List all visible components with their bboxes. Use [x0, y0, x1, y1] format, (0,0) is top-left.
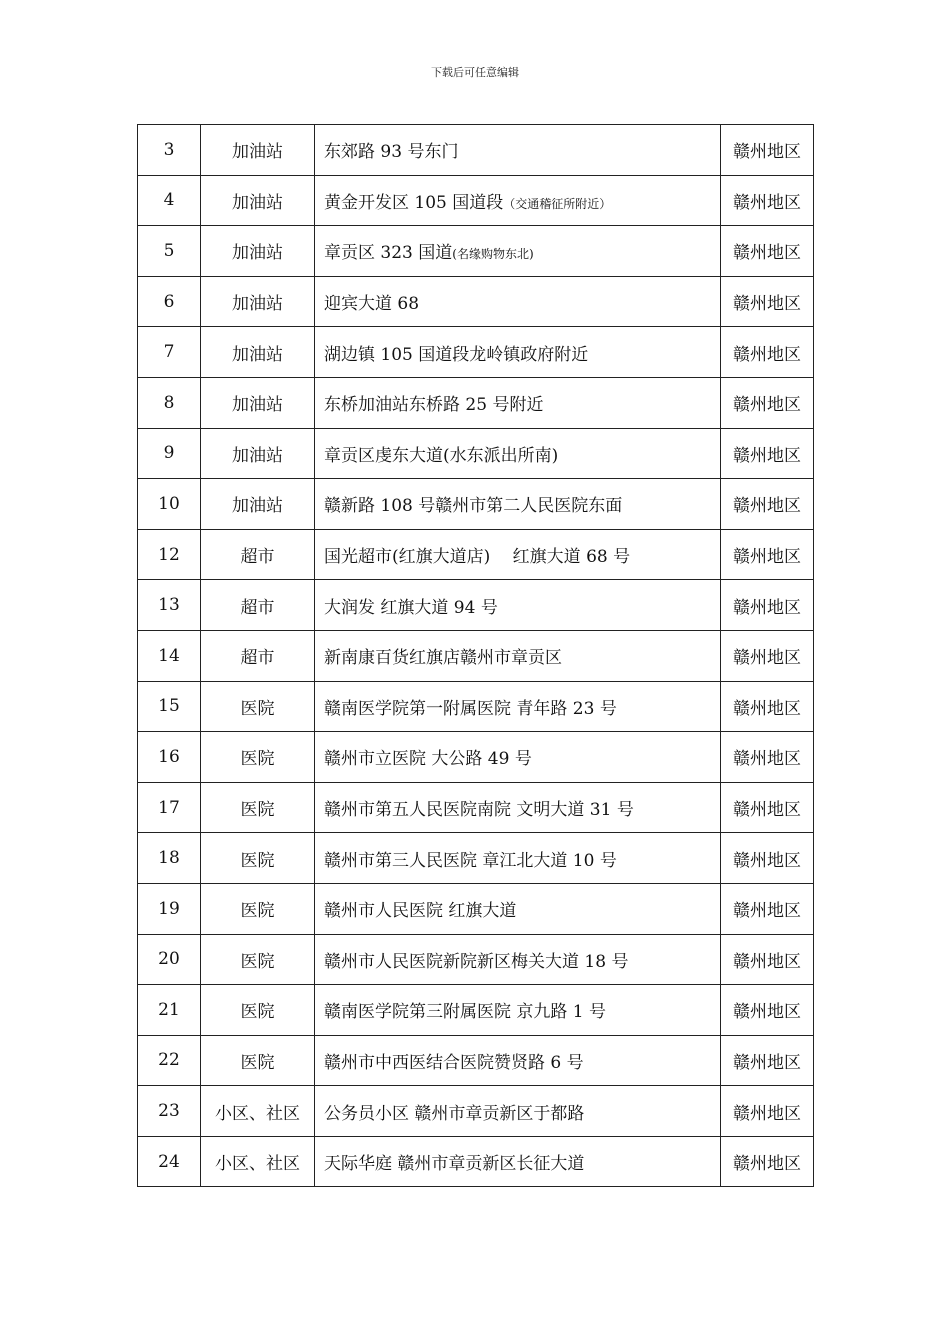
address-cell — [315, 833, 721, 884]
location-type-cell-text: 医院 — [240, 951, 275, 972]
address-cell — [315, 377, 721, 428]
location-type-cell-text: 加油站 — [232, 243, 283, 264]
area-cell-text: 赣州地区 — [733, 192, 801, 213]
address-cell — [315, 732, 721, 783]
location-type-cell — [201, 883, 315, 934]
address-cell — [315, 276, 721, 327]
row-number-cell-text: 8 — [163, 392, 175, 413]
location-type-cell-text: 医院 — [240, 800, 275, 821]
table-row — [138, 428, 814, 479]
area-cell — [721, 782, 814, 833]
address-cell-text: 公务员小区 赣州市章贡新区于都路 — [324, 1103, 585, 1124]
address-cell — [315, 883, 721, 934]
table-row — [138, 276, 814, 327]
address-cell — [315, 479, 721, 530]
location-type-cell — [201, 1035, 315, 1086]
location-type-cell-text: 超市 — [240, 547, 275, 568]
row-number-cell — [138, 1086, 201, 1137]
area-cell-text: 赣州地区 — [733, 698, 801, 719]
area-cell-text: 赣州地区 — [733, 800, 801, 821]
address-note: (名缘购物东北) — [452, 247, 534, 262]
area-cell — [721, 1136, 814, 1187]
area-cell — [721, 377, 814, 428]
address-cell — [315, 428, 721, 479]
location-type-cell — [201, 681, 315, 732]
location-type-cell-text: 加油站 — [232, 445, 283, 466]
location-type-cell — [201, 1136, 315, 1187]
location-type-cell-text: 医院 — [240, 901, 275, 922]
row-number-cell-text: 7 — [163, 342, 175, 363]
row-number-cell-text: 13 — [158, 595, 180, 616]
row-number-cell — [138, 1136, 201, 1187]
address-cell-text: 湖边镇 105 国道段龙岭镇政府附近 — [324, 344, 589, 365]
location-type-cell — [201, 1086, 315, 1137]
row-number-cell — [138, 681, 201, 732]
location-type-cell-text: 超市 — [240, 648, 275, 669]
row-number-cell — [138, 1035, 201, 1086]
area-cell — [721, 428, 814, 479]
location-type-cell — [201, 580, 315, 631]
table-row — [138, 327, 814, 378]
location-type-cell — [201, 833, 315, 884]
row-number-cell — [138, 377, 201, 428]
area-cell — [721, 1035, 814, 1086]
table-row — [138, 377, 814, 428]
address-cell-text: 赣州市人民医院新院新区梅关大道 18 号 — [324, 951, 629, 972]
area-cell-text: 赣州地区 — [733, 597, 801, 618]
row-number-cell — [138, 883, 201, 934]
address-cell — [315, 175, 721, 226]
row-number-cell — [138, 327, 201, 378]
row-number-cell — [138, 732, 201, 783]
area-cell — [721, 479, 814, 530]
row-number-cell — [138, 782, 201, 833]
table-row — [138, 175, 814, 226]
location-type-cell-text: 超市 — [240, 597, 275, 618]
table-row — [138, 833, 814, 884]
location-type-cell-text: 医院 — [240, 749, 275, 770]
table-row — [138, 125, 814, 176]
area-cell — [721, 276, 814, 327]
location-type-cell-text: 小区、社区 — [215, 1154, 300, 1175]
location-type-cell — [201, 175, 315, 226]
row-number-cell-text: 10 — [158, 493, 180, 514]
location-type-cell — [201, 529, 315, 580]
row-number-cell — [138, 985, 201, 1036]
location-type-cell-text: 小区、社区 — [215, 1103, 300, 1124]
row-number-cell — [138, 276, 201, 327]
location-type-cell — [201, 732, 315, 783]
address-cell-text: 新南康百货红旗店赣州市章贡区 — [324, 648, 562, 669]
location-type-cell — [201, 226, 315, 277]
address-cell-text: 国光超市(红旗大道店) 红旗大道 68 号 — [324, 547, 631, 568]
address-cell-text: 赣州市第五人民医院南院 文明大道 31 号 — [324, 800, 634, 821]
address-cell — [315, 630, 721, 681]
row-number-cell — [138, 580, 201, 631]
row-number-cell — [138, 833, 201, 884]
address-cell-text: 赣南医学院第三附属医院 京九路 1 号 — [324, 1002, 607, 1023]
row-number-cell-text: 16 — [158, 746, 180, 767]
table-row — [138, 226, 814, 277]
row-number-cell — [138, 175, 201, 226]
area-cell — [721, 1086, 814, 1137]
address-cell-text: 大润发 红旗大道 94 号 — [324, 597, 498, 618]
row-number-cell-text: 21 — [158, 999, 180, 1020]
row-number-cell-text: 15 — [158, 696, 180, 717]
area-cell — [721, 883, 814, 934]
area-cell — [721, 226, 814, 277]
location-type-cell-text: 加油站 — [232, 142, 283, 163]
table-body — [138, 125, 814, 1187]
row-number-cell-text: 19 — [158, 898, 180, 919]
location-type-cell — [201, 985, 315, 1036]
area-cell-text: 赣州地区 — [733, 1154, 801, 1175]
location-type-cell — [201, 327, 315, 378]
area-cell — [721, 833, 814, 884]
area-cell-text: 赣州地区 — [733, 1052, 801, 1073]
address-cell — [315, 1086, 721, 1137]
table-row — [138, 630, 814, 681]
address-cell — [315, 934, 721, 985]
location-type-cell-text: 医院 — [240, 850, 275, 871]
location-type-cell — [201, 276, 315, 327]
address-cell — [315, 529, 721, 580]
address-cell-text: 东郊路 93 号东门 — [324, 142, 459, 163]
location-type-cell-text: 医院 — [240, 1002, 275, 1023]
area-cell-text: 赣州地区 — [733, 749, 801, 770]
area-cell — [721, 529, 814, 580]
row-number-cell-text: 12 — [158, 544, 180, 565]
address-cell-text: 赣州市第三人民医院 章江北大道 10 号 — [324, 850, 617, 871]
area-cell-text: 赣州地区 — [733, 648, 801, 669]
table-row — [138, 883, 814, 934]
row-number-cell-text: 9 — [163, 443, 175, 464]
location-type-cell — [201, 630, 315, 681]
location-type-cell-text: 加油站 — [232, 395, 283, 416]
location-type-cell-text: 医院 — [240, 1052, 275, 1073]
address-cell — [315, 125, 721, 176]
table-row — [138, 1086, 814, 1137]
address-cell — [315, 580, 721, 631]
area-cell-text: 赣州地区 — [733, 445, 801, 466]
area-cell-text: 赣州地区 — [733, 395, 801, 416]
address-cell-text: 章贡区虔东大道(水东派出所南) — [324, 445, 559, 466]
table-row — [138, 479, 814, 530]
row-number-cell — [138, 226, 201, 277]
row-number-cell-text: 24 — [158, 1151, 180, 1172]
location-type-cell — [201, 479, 315, 530]
row-number-cell-text: 4 — [163, 190, 175, 211]
area-cell-text: 赣州地区 — [733, 547, 801, 568]
location-type-cell-text: 加油站 — [232, 496, 283, 517]
area-cell-text: 赣州地区 — [733, 951, 801, 972]
table-row — [138, 1136, 814, 1187]
page-header: 下载后可任意编辑 — [431, 66, 519, 79]
table-row — [138, 934, 814, 985]
address-cell-text: 赣州市人民医院 红旗大道 — [324, 901, 517, 922]
address-cell — [315, 985, 721, 1036]
location-type-cell — [201, 377, 315, 428]
row-number-cell-text: 14 — [158, 645, 180, 666]
area-cell-text: 赣州地区 — [733, 850, 801, 871]
table-row — [138, 681, 814, 732]
address-cell-text: 赣南医学院第一附属医院 青年路 23 号 — [324, 698, 617, 719]
area-cell-text: 赣州地区 — [733, 243, 801, 264]
area-cell — [721, 934, 814, 985]
row-number-cell — [138, 479, 201, 530]
address-cell — [315, 327, 721, 378]
row-number-cell-text: 22 — [158, 1050, 180, 1071]
area-cell — [721, 125, 814, 176]
address-cell — [315, 782, 721, 833]
location-type-cell — [201, 782, 315, 833]
address-cell-text: 赣州市中西医结合医院赞贤路 6 号 — [324, 1052, 584, 1073]
area-cell — [721, 681, 814, 732]
area-cell-text: 赣州地区 — [733, 142, 801, 163]
address-cell — [315, 1035, 721, 1086]
row-number-cell-text: 6 — [163, 291, 175, 312]
row-number-cell — [138, 125, 201, 176]
location-type-cell-text: 加油站 — [232, 294, 283, 315]
row-number-cell — [138, 529, 201, 580]
row-number-cell — [138, 630, 201, 681]
area-cell-text: 赣州地区 — [733, 496, 801, 517]
row-number-cell-text: 20 — [158, 949, 180, 970]
address-cell-text: 赣州市立医院 大公路 49 号 — [324, 749, 532, 770]
locations-table — [137, 124, 814, 1187]
address-cell-text: 天际华庭 赣州市章贡新区长征大道 — [324, 1154, 585, 1175]
address-cell — [315, 1136, 721, 1187]
table-row — [138, 732, 814, 783]
area-cell — [721, 985, 814, 1036]
location-type-cell — [201, 428, 315, 479]
row-number-cell-text: 5 — [163, 240, 175, 261]
location-type-cell-text: 加油站 — [232, 344, 283, 365]
location-type-cell-text: 医院 — [240, 698, 275, 719]
address-cell — [315, 681, 721, 732]
area-cell — [721, 630, 814, 681]
address-cell-text: 东桥加油站东桥路 25 号附近 — [324, 395, 544, 416]
location-type-cell — [201, 934, 315, 985]
table-row — [138, 580, 814, 631]
area-cell-text: 赣州地区 — [733, 901, 801, 922]
location-type-cell — [201, 125, 315, 176]
address-cell-text: 迎宾大道 68 — [324, 294, 420, 315]
address-cell-text: 赣新路 108 号赣州市第二人民医院东面 — [324, 496, 623, 517]
area-cell — [721, 175, 814, 226]
table-row — [138, 529, 814, 580]
row-number-cell — [138, 428, 201, 479]
row-number-cell-text: 17 — [158, 797, 180, 818]
area-cell — [721, 732, 814, 783]
address-cell — [315, 226, 721, 277]
area-cell-text: 赣州地区 — [733, 294, 801, 315]
row-number-cell-text: 18 — [158, 848, 180, 869]
area-cell — [721, 580, 814, 631]
table-row — [138, 985, 814, 1036]
area-cell-text: 赣州地区 — [733, 1002, 801, 1023]
location-type-cell-text: 加油站 — [232, 192, 283, 213]
table-row — [138, 1035, 814, 1086]
address-note: （交通稽征所附近） — [503, 196, 612, 211]
row-number-cell-text: 3 — [163, 139, 175, 160]
area-cell-text: 赣州地区 — [733, 344, 801, 365]
table-row — [138, 782, 814, 833]
address-cell-text: 章贡区 323 国道 — [324, 243, 453, 264]
area-cell — [721, 327, 814, 378]
address-cell-text: 黄金开发区 105 国道段 — [324, 192, 504, 213]
row-number-cell-text: 23 — [158, 1101, 180, 1122]
area-cell-text: 赣州地区 — [733, 1103, 801, 1124]
row-number-cell — [138, 934, 201, 985]
